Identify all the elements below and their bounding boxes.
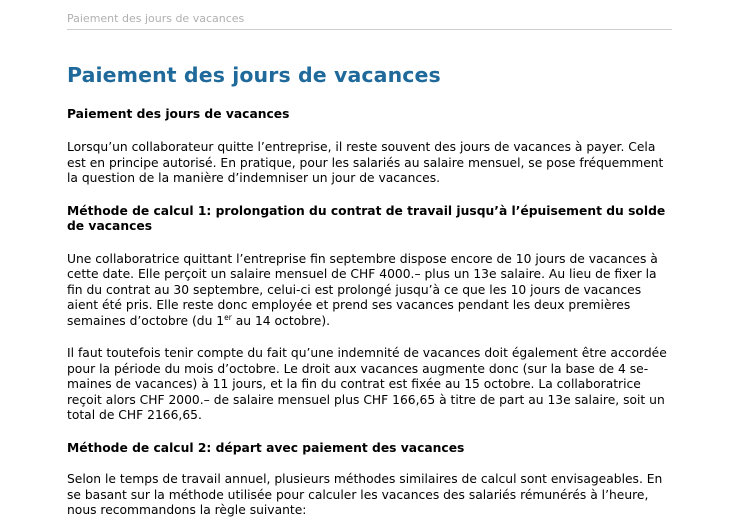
heading-method-1: Méthode de calcul 1: prolongation du contrat de travail jusqu’à l’épuisement du solde de vacances [67, 203, 666, 233]
method-1-note-paragraph: Il faut toutefois tenir compte du fait qu’une indemnité de vacances doit également être accordée pour la période du mois d’octobre. Le droit aux vacances augmente donc (sur la base de 4 semaines de vacances) à 11 jours, et la fin du contrat est fixée au 15 octobre. La collaboratrice reçoit alors CHF 2000.– de salaire mensuel plus CHF 166,65 à titre de part au 13e salaire, soit un total de CHF 2166,65. [67, 346, 667, 422]
heading-method-2: Méthode de calcul 2: départ avec paiement des vacances [67, 440, 465, 455]
intro-paragraph: Lorsqu’un collaborateur quitte l’entreprise, il reste souvent des jours de vacances à payer. Cela est en principe autorisé. En pratique, pour les salariés au salaire mensuel, se pose fréquemment la question de la manière d’indemniser un jour de vacances. [67, 140, 664, 185]
running-header: Paiement des jours de vacances [67, 12, 672, 30]
method-1-paragraph-end: au 14 octobre). [231, 313, 331, 328]
page-title: Paiement des jours de vacances [67, 63, 441, 87]
method-2-paragraph: Selon le temps de travail annuel, plusieurs méthodes similaires de calcul sont envisageables. En se basant sur la méthode utilisée pour calculer les vacances des salariés rémunérés à l’heure, nous recommandons la règle suivante: [67, 472, 663, 517]
ordinal-superscript: er [224, 312, 232, 322]
method-1-paragraph-text: Une collaboratrice quittant l’entreprise fin septembre dispose encore de 10 jours de vacances à cette date. Elle perçoit un salaire mensuel de CHF 4000.– plus un 13e salaire. Au lieu de fixer la fin du contrat au 30 septembre, celui-ci est prolongé jusqu’à ce que les 10 jours de vacances aient été pris. Elle reste donc employée et prend ses vacances pendant les deux premières semaines d’octobre (du 1 [67, 251, 658, 328]
document-page [67, 0, 672, 519]
method-1-paragraph [67, 252, 672, 330]
section-subtitle: Paiement des jours de vacances [67, 107, 290, 121]
